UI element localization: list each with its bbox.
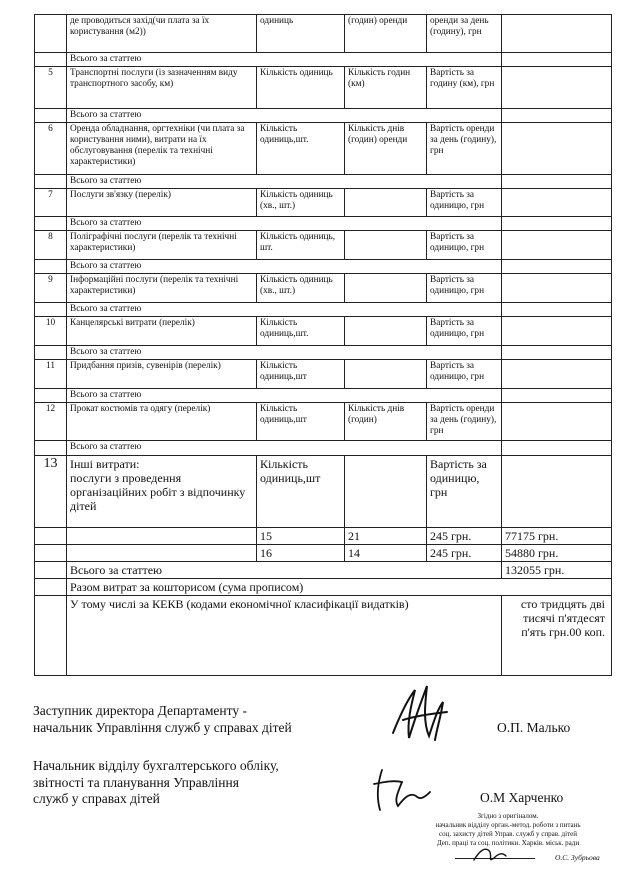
item-cell: де проводиться захід(чи плата за їх користування (м2)) bbox=[67, 15, 257, 53]
certification-line3: соц. захисту дітей Управ. служб у справ. дітей bbox=[439, 830, 577, 838]
total-cell bbox=[502, 456, 612, 528]
total-value: 54880 грн. bbox=[502, 545, 612, 562]
total-cell bbox=[502, 403, 612, 441]
table-row bbox=[35, 67, 612, 109]
unit-cell: Кількість одиниць (хв., шт.) bbox=[257, 274, 345, 303]
item-cell: Послуги зв'язку (перелік) bbox=[67, 189, 257, 217]
sum-label: Всього за статтею bbox=[67, 260, 502, 274]
price-cell: Вартість за одиницю, грн bbox=[427, 274, 502, 303]
unit-cell: Кількість одиниць, шт. bbox=[257, 231, 345, 260]
table-row bbox=[35, 175, 612, 189]
total-cell bbox=[502, 189, 612, 217]
price-cell: оренди за день (годину), грн bbox=[427, 15, 502, 53]
table-row bbox=[35, 545, 612, 562]
table-row bbox=[35, 217, 612, 231]
certification-line1: Згідно з оригіналом. bbox=[477, 812, 539, 820]
accounting-title-line1: Начальник відділу бухгалтерського обліку, bbox=[33, 758, 279, 773]
budget-table bbox=[34, 14, 612, 676]
table-row bbox=[35, 123, 612, 175]
unit-cell: Кількість одиниць bbox=[257, 67, 345, 109]
accounting-name: О.М Харченко bbox=[480, 790, 564, 805]
total-cell bbox=[502, 123, 612, 175]
table-row bbox=[35, 317, 612, 346]
sum-label: Всього за статтею bbox=[67, 53, 502, 67]
unit-cell: Кількість одиниць,шт. bbox=[257, 317, 345, 346]
table-row bbox=[35, 456, 612, 528]
table-row bbox=[35, 579, 612, 596]
sum-total: 132055 грн. bbox=[502, 562, 612, 579]
price-cell: Вартість за одиницю, грн bbox=[427, 317, 502, 346]
row-number-cell bbox=[35, 15, 67, 53]
table-row bbox=[35, 346, 612, 360]
deputy-title-line1: Заступник директора Департаменту - bbox=[33, 703, 247, 718]
sum-label: Всього за статтею bbox=[67, 562, 502, 579]
qty-cell bbox=[345, 189, 427, 217]
accounting-title bbox=[33, 758, 353, 808]
item-cell: Інформаційні послуги (перелік та технічні характеристики) bbox=[67, 274, 257, 303]
table-row bbox=[35, 231, 612, 260]
item-cell bbox=[67, 456, 257, 528]
sum-label: Всього за статтею bbox=[67, 217, 502, 231]
unit-value: 15 bbox=[257, 528, 345, 545]
row-number: 5 bbox=[35, 67, 67, 109]
table-row bbox=[35, 189, 612, 217]
row-number: 11 bbox=[35, 360, 67, 389]
qty-cell: (годин) оренди bbox=[345, 15, 427, 53]
qty-cell bbox=[345, 360, 427, 389]
certification-line2: начальник відділу орган.-метод. роботи з питань bbox=[435, 821, 581, 829]
unit-value: 16 bbox=[257, 545, 345, 562]
qty-cell bbox=[345, 456, 427, 528]
total-cell bbox=[502, 231, 612, 260]
item-cell: Придбання призів, сувенірів (перелік) bbox=[67, 360, 257, 389]
item-cell: Поліграфічні послуги (перелік та технічні характеристики) bbox=[67, 231, 257, 260]
unit-cell: одиниць bbox=[257, 15, 345, 53]
sum-label: Всього за статтею bbox=[67, 303, 502, 317]
table-row bbox=[35, 303, 612, 317]
deputy-title-line2: начальник Управління служб у справах дітей bbox=[33, 719, 292, 735]
sum-label: Всього за статтею bbox=[67, 109, 502, 123]
price-value: 245 грн. bbox=[427, 545, 502, 562]
table-row bbox=[35, 360, 612, 389]
row-number: 7 bbox=[35, 189, 67, 217]
deputy-signature bbox=[385, 678, 455, 748]
price-cell: Вартість за одиницю, грн bbox=[427, 360, 502, 389]
unit-cell: Кількість одиниць,шт bbox=[257, 360, 345, 389]
price-cell: Вартість оренди за день (годину), грн bbox=[427, 403, 502, 441]
accounting-signature bbox=[368, 762, 438, 818]
sum-label: Всього за статтею bbox=[67, 346, 502, 360]
unit-cell: Кількість одиниць,шт bbox=[257, 403, 345, 441]
price-cell: Вартість за одиницю, грн bbox=[427, 231, 502, 260]
table-row bbox=[35, 528, 612, 545]
table-row bbox=[35, 403, 612, 441]
qty-cell: Кількість днів (годин) bbox=[345, 403, 427, 441]
accounting-title-line2: звітності та планування Управління bbox=[33, 774, 239, 790]
total-cell bbox=[502, 67, 612, 109]
table-row bbox=[35, 596, 612, 676]
qty-cell: Кількість днів (годин) оренди bbox=[345, 123, 427, 175]
row-number: 9 bbox=[35, 274, 67, 303]
price-cell: Вартість за одиницю, грн bbox=[427, 189, 502, 217]
total-cell bbox=[502, 360, 612, 389]
unit-cell: Кількість одиниць,шт. bbox=[257, 123, 345, 175]
unit-cell: Кількість одиниць (хв., шт.) bbox=[257, 189, 345, 217]
qty-cell bbox=[345, 231, 427, 260]
unit-cell: Кількість одиниць,шт bbox=[257, 456, 345, 528]
qty-cell bbox=[345, 317, 427, 346]
total-cell bbox=[502, 317, 612, 346]
table-row bbox=[35, 441, 612, 456]
item-cell: Прокат костюмів та одягу (перелік) bbox=[67, 403, 257, 441]
certification-signature bbox=[470, 842, 510, 868]
total-cell bbox=[502, 274, 612, 303]
table-row bbox=[35, 53, 612, 67]
qty-cell bbox=[345, 274, 427, 303]
qty-value: 14 bbox=[345, 545, 427, 562]
certification-name: О.С. Зубрьова bbox=[555, 853, 600, 862]
item-cell: Канцелярські витрати (перелік) bbox=[67, 317, 257, 346]
kekv-label: У тому числі за КЕКВ (кодами економічної класифікації видатків) bbox=[67, 596, 502, 676]
price-cell: Вартість за одиницю, грн bbox=[427, 456, 502, 528]
qty-value: 21 bbox=[345, 528, 427, 545]
table-row bbox=[35, 562, 612, 579]
accounting-title-line3: служб у справах дітей bbox=[33, 791, 160, 806]
table-row bbox=[35, 109, 612, 123]
row-number: 6 bbox=[35, 123, 67, 175]
table-row bbox=[35, 274, 612, 303]
row-number: 10 bbox=[35, 317, 67, 346]
sum-label: Всього за статтею bbox=[67, 389, 502, 403]
item-cell: Оренда обладнання, оргтехніки (чи плата за користування ними), витрати на їх обслуговування (перелік та технічні характеристики) bbox=[67, 123, 257, 175]
sum-label: Всього за статтею bbox=[67, 441, 502, 456]
certification-line4: Деп. праці та соц. політики. Харків. міськ. ради bbox=[436, 839, 580, 847]
table-row bbox=[35, 389, 612, 403]
deputy-name: О.П. Малько bbox=[497, 720, 571, 735]
table-row bbox=[35, 15, 612, 53]
item-text: послуги з проведення організаційних робіт з відпочинку дітей bbox=[70, 471, 246, 513]
price-value: 245 грн. bbox=[427, 528, 502, 545]
deputy-title bbox=[33, 703, 353, 736]
row-number: 8 bbox=[35, 231, 67, 260]
grand-total-label: Разом витрат за кошторисом (сума прописом) bbox=[67, 579, 612, 596]
item-title: Інші витрати: bbox=[70, 457, 140, 471]
kekv-total: сто тридцять дві тисячі п'ятдесят п'ять грн.00 коп. bbox=[502, 596, 612, 676]
price-cell: Вартість оренди за день (годину), грн bbox=[427, 123, 502, 175]
item-cell: Транспортні послуги (із зазначенням виду транспортного засобу, км) bbox=[67, 67, 257, 109]
total-cell bbox=[502, 15, 612, 53]
table-row bbox=[35, 260, 612, 274]
qty-cell: Кількість годин (км) bbox=[345, 67, 427, 109]
price-cell: Вартість за годину (км), грн bbox=[427, 67, 502, 109]
total-value: 77175 грн. bbox=[502, 528, 612, 545]
row-number: 13 bbox=[35, 456, 67, 528]
sum-label: Всього за статтею bbox=[67, 175, 502, 189]
row-number: 12 bbox=[35, 403, 67, 441]
